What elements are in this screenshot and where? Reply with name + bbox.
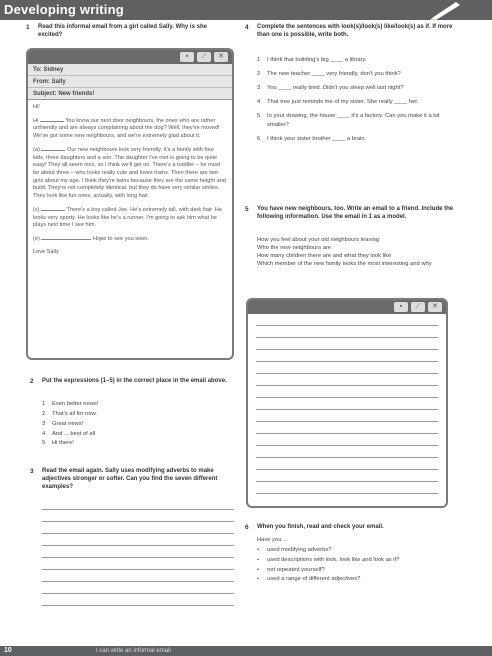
email-window [26, 48, 234, 360]
list-item: 5 In your drawing, the house ____ it's a factory. Can you make it a bit smaller? [257, 112, 440, 128]
email-paragraph: (e) Hope to see you soon. [33, 236, 149, 243]
writing-area[interactable] [248, 314, 446, 494]
answer-line[interactable] [42, 498, 234, 510]
list-item: How you feel about your old neighbours leaving [257, 237, 380, 243]
page-title: Developing writing [4, 2, 124, 17]
answer-line[interactable] [256, 386, 438, 398]
email-from: From: Sally [28, 76, 232, 88]
footer-text: I can write an informal email [96, 648, 171, 654]
answer-line[interactable] [256, 350, 438, 362]
pencil-icon [428, 0, 462, 20]
answer-line[interactable] [256, 338, 438, 350]
list-item: 4 That tree just reminds me of my sister. She really ____ her. [257, 98, 419, 105]
answer-lines [42, 498, 234, 606]
window-close-icon: ✕ [214, 52, 228, 62]
list-item: Who the new neighbours are [257, 245, 332, 252]
answer-line[interactable] [256, 446, 438, 458]
answer-line[interactable] [256, 434, 438, 446]
answer-line[interactable] [42, 594, 234, 606]
answer-line[interactable] [256, 482, 438, 494]
answer-line[interactable] [256, 422, 438, 434]
answer-line[interactable] [256, 398, 438, 410]
answer-line[interactable] [256, 314, 438, 326]
answer-line[interactable] [42, 582, 234, 594]
email-paragraph: (c) There's a boy called Joe. He's extremely tall, with dark hair. He looks very sporty. He looks like he's a runner. I'm going to ask him what he plays next time I see him. [33, 206, 222, 229]
question-number: 2 [30, 378, 34, 385]
list-item: 4 And ... best of all [42, 430, 96, 437]
expressions-list [42, 400, 222, 449]
answer-line[interactable] [256, 458, 438, 470]
page-number: 10 [4, 647, 12, 654]
list-item: 3 Great news! [42, 420, 84, 427]
checklist [257, 536, 453, 585]
window-minimize-icon: ▪ [394, 302, 408, 312]
answer-line[interactable] [256, 374, 438, 386]
list-item: • used descriptions with look, look like and look as if? [257, 556, 400, 563]
list-item: 1 I think that building's big ____ a library. [257, 57, 367, 63]
question-instruction: You have new neighbours, too. Write an email to a friend. Include the following information. Use the email in 1 as a model. [257, 206, 454, 220]
list-item: • used modifying adverbs? [257, 546, 332, 553]
email-to: To: Sidney [28, 64, 232, 76]
question-number: 3 [30, 468, 34, 475]
question-instruction: When you finish, read and check your email. [257, 524, 384, 530]
list-item: 3 You ____ really tired. Didn't you sleep well last night? [257, 84, 404, 91]
list-item: • used a range of different adjectives? [257, 576, 361, 583]
question-instruction: Read the email again. Sally uses modifying adverbs to make adjectives stronger or softer. Can you find the seven different examples? [42, 468, 218, 490]
question-number: 4 [245, 24, 249, 31]
question-number: 1 [26, 24, 30, 31]
answer-line[interactable] [256, 362, 438, 374]
question-number: 5 [245, 206, 249, 213]
answer-line[interactable] [256, 470, 438, 482]
email-signoff: Love Sally [33, 248, 59, 255]
email-toolbar [248, 300, 446, 314]
list-item: 6 I think your sister brother ____ a brain. [257, 135, 367, 142]
email-subject: Subject: New friends! [28, 88, 232, 100]
answer-line[interactable] [42, 570, 234, 582]
list-item: 5 Hi there! [42, 440, 74, 447]
email-greeting: Hi! [33, 104, 40, 110]
list-item: 2 That's all for now. [42, 410, 97, 417]
list-item: 1 Even better news! [42, 401, 99, 407]
email-toolbar [28, 50, 232, 64]
question-instruction: Put the expressions (1–5) in the correct place in the email above. [42, 378, 227, 384]
writing-email-window [246, 298, 448, 508]
window-resize-icon: ⟋ [197, 52, 211, 62]
list-item: Which member of the new family looks the most interesting and why [257, 261, 432, 268]
sentences-list [257, 56, 453, 149]
list-item: 2 The new teacher ____ very friendly, don't you think? [257, 70, 401, 77]
question-instruction: Read this informal email from a girl called Sally. Why is she excited? [38, 24, 207, 38]
window-minimize-icon: ▪ [180, 52, 194, 62]
answer-line[interactable] [42, 534, 234, 546]
info-list [257, 236, 453, 268]
email-body [28, 100, 232, 266]
answer-line[interactable] [42, 546, 234, 558]
answer-line[interactable] [42, 558, 234, 570]
answer-line[interactable] [256, 410, 438, 422]
window-resize-icon: ⟋ [411, 302, 425, 312]
question-number: 6 [245, 524, 249, 531]
footer-bar [0, 646, 492, 656]
window-close-icon: ✕ [428, 302, 442, 312]
answer-line[interactable] [42, 522, 234, 534]
question-instruction: Complete the sentences with look(s)/look(s) like/look(s) as if. If more than one is possible, write both. [257, 24, 453, 38]
checklist-lead: Have you ... [257, 537, 288, 543]
answer-line[interactable] [256, 326, 438, 338]
list-item: • not repeated yourself? [257, 566, 325, 573]
list-item: How many children there are and what they look like [257, 253, 392, 260]
answer-line[interactable] [42, 510, 234, 522]
email-paragraph: (a) Our new neighbours look very friendly. It's a family with four kids, three daughters and a son. The daughter I've met is going to be quite easy! They all seem nice, so I think we'll get on. There's a toddler – he must be about three – who looks really cute and loves trains. Then there are two girls about my age. I think they're twins because they are the same height and build. They're not completely identical, but they do have very similar smiles. They look like fun ones, actually, with long hair. [33, 146, 226, 200]
email-paragraph: Hi You know our next door neighbours, the ones who are rather unfriendly and are always complaining about the dog? Well, they've moved! We've got some new neighbours, and we're extremely glad about it. [33, 117, 220, 140]
